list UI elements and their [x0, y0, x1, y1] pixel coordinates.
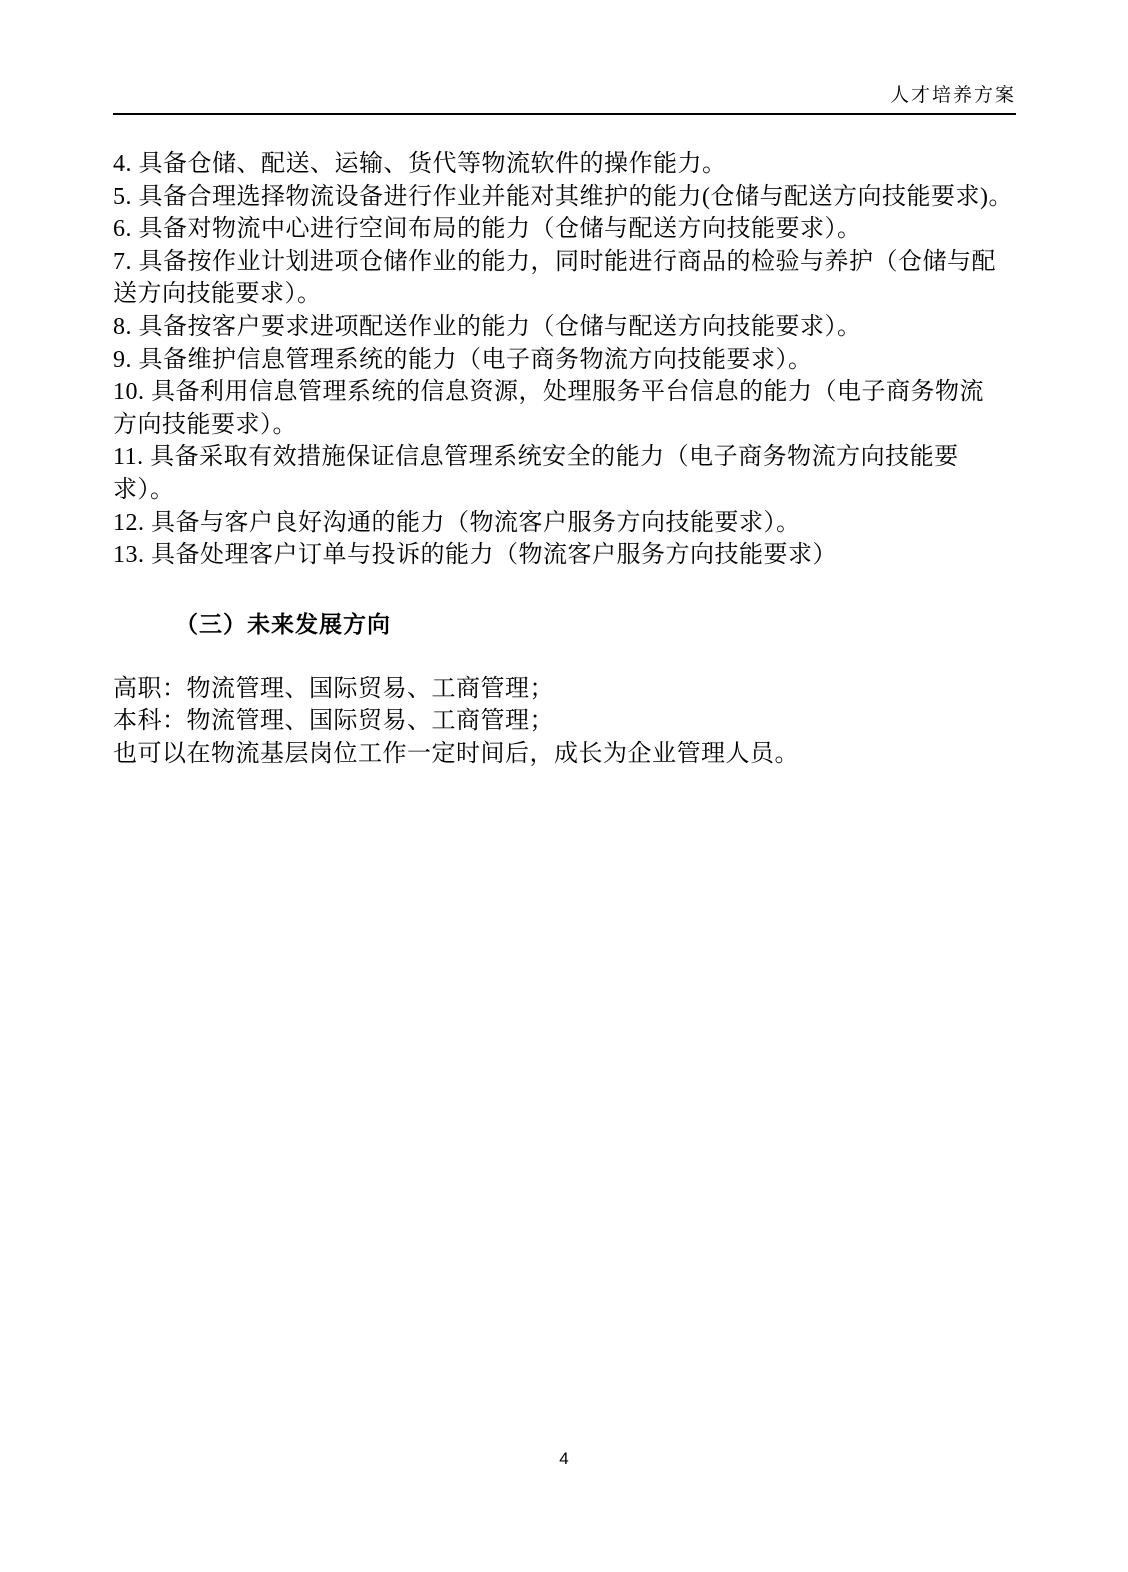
- list-item-line: 6. 具备对物流中心进行空间布局的能力（仓储与配送方向技能要求）。: [113, 216, 862, 243]
- section-heading-future-development: （三）未来发展方向: [175, 610, 391, 637]
- header-title: 人才培养方案: [889, 85, 1016, 106]
- list-item-line: 7. 具备按作业计划进项仓储作业的能力，同时能进行商品的检验与养护（仓储与配: [113, 248, 996, 275]
- paragraph-line: 高职：物流管理、国际贸易、工商管理；: [113, 675, 554, 702]
- list-item-line: 5. 具备合理选择物流设备进行作业并能对其维护的能力(仓储与配送方向技能要求)。: [113, 183, 1013, 210]
- page-header: [113, 0, 1016, 107]
- list-item-line: 13. 具备处理客户订单与投诉的能力（物流客户服务方向技能要求）: [113, 542, 837, 569]
- list-item-line: 方向技能要求）。: [113, 411, 297, 438]
- list-item-line: 11. 具备采取有效措施保证信息管理系统安全的能力（电子商务物流方向技能要: [113, 444, 959, 471]
- list-item-line: 12. 具备与客户良好沟通的能力（物流客户服务方向技能要求）。: [113, 509, 801, 536]
- list-item-line: 8. 具备按客户要求进项配送作业的能力（仓储与配送方向技能要求）。: [113, 313, 862, 340]
- list-item-line: 求）。: [113, 476, 175, 503]
- page-number: 4: [559, 1449, 569, 1468]
- future-development-paragraph: [113, 673, 1028, 771]
- header-rule: [113, 113, 1016, 115]
- list-item-line: 10. 具备利用信息管理系统的信息资源，处理服务平台信息的能力（电子商务物流: [113, 379, 984, 406]
- paragraph-line: 也可以在物流基层岗位工作一定时间后，成长为企业管理人员。: [113, 740, 799, 767]
- paragraph-line: 本科：物流管理、国际贸易、工商管理；: [113, 708, 554, 735]
- list-item-line: 送方向技能要求）。: [113, 281, 322, 308]
- skill-requirements-list: [113, 148, 1028, 572]
- list-item-line: 9. 具备维护信息管理系统的能力（电子商务物流方向技能要求）。: [113, 346, 813, 373]
- page-footer: [0, 1449, 1128, 1469]
- list-item-line: 4. 具备仓储、配送、运输、货代等物流软件的操作能力。: [113, 151, 727, 177]
